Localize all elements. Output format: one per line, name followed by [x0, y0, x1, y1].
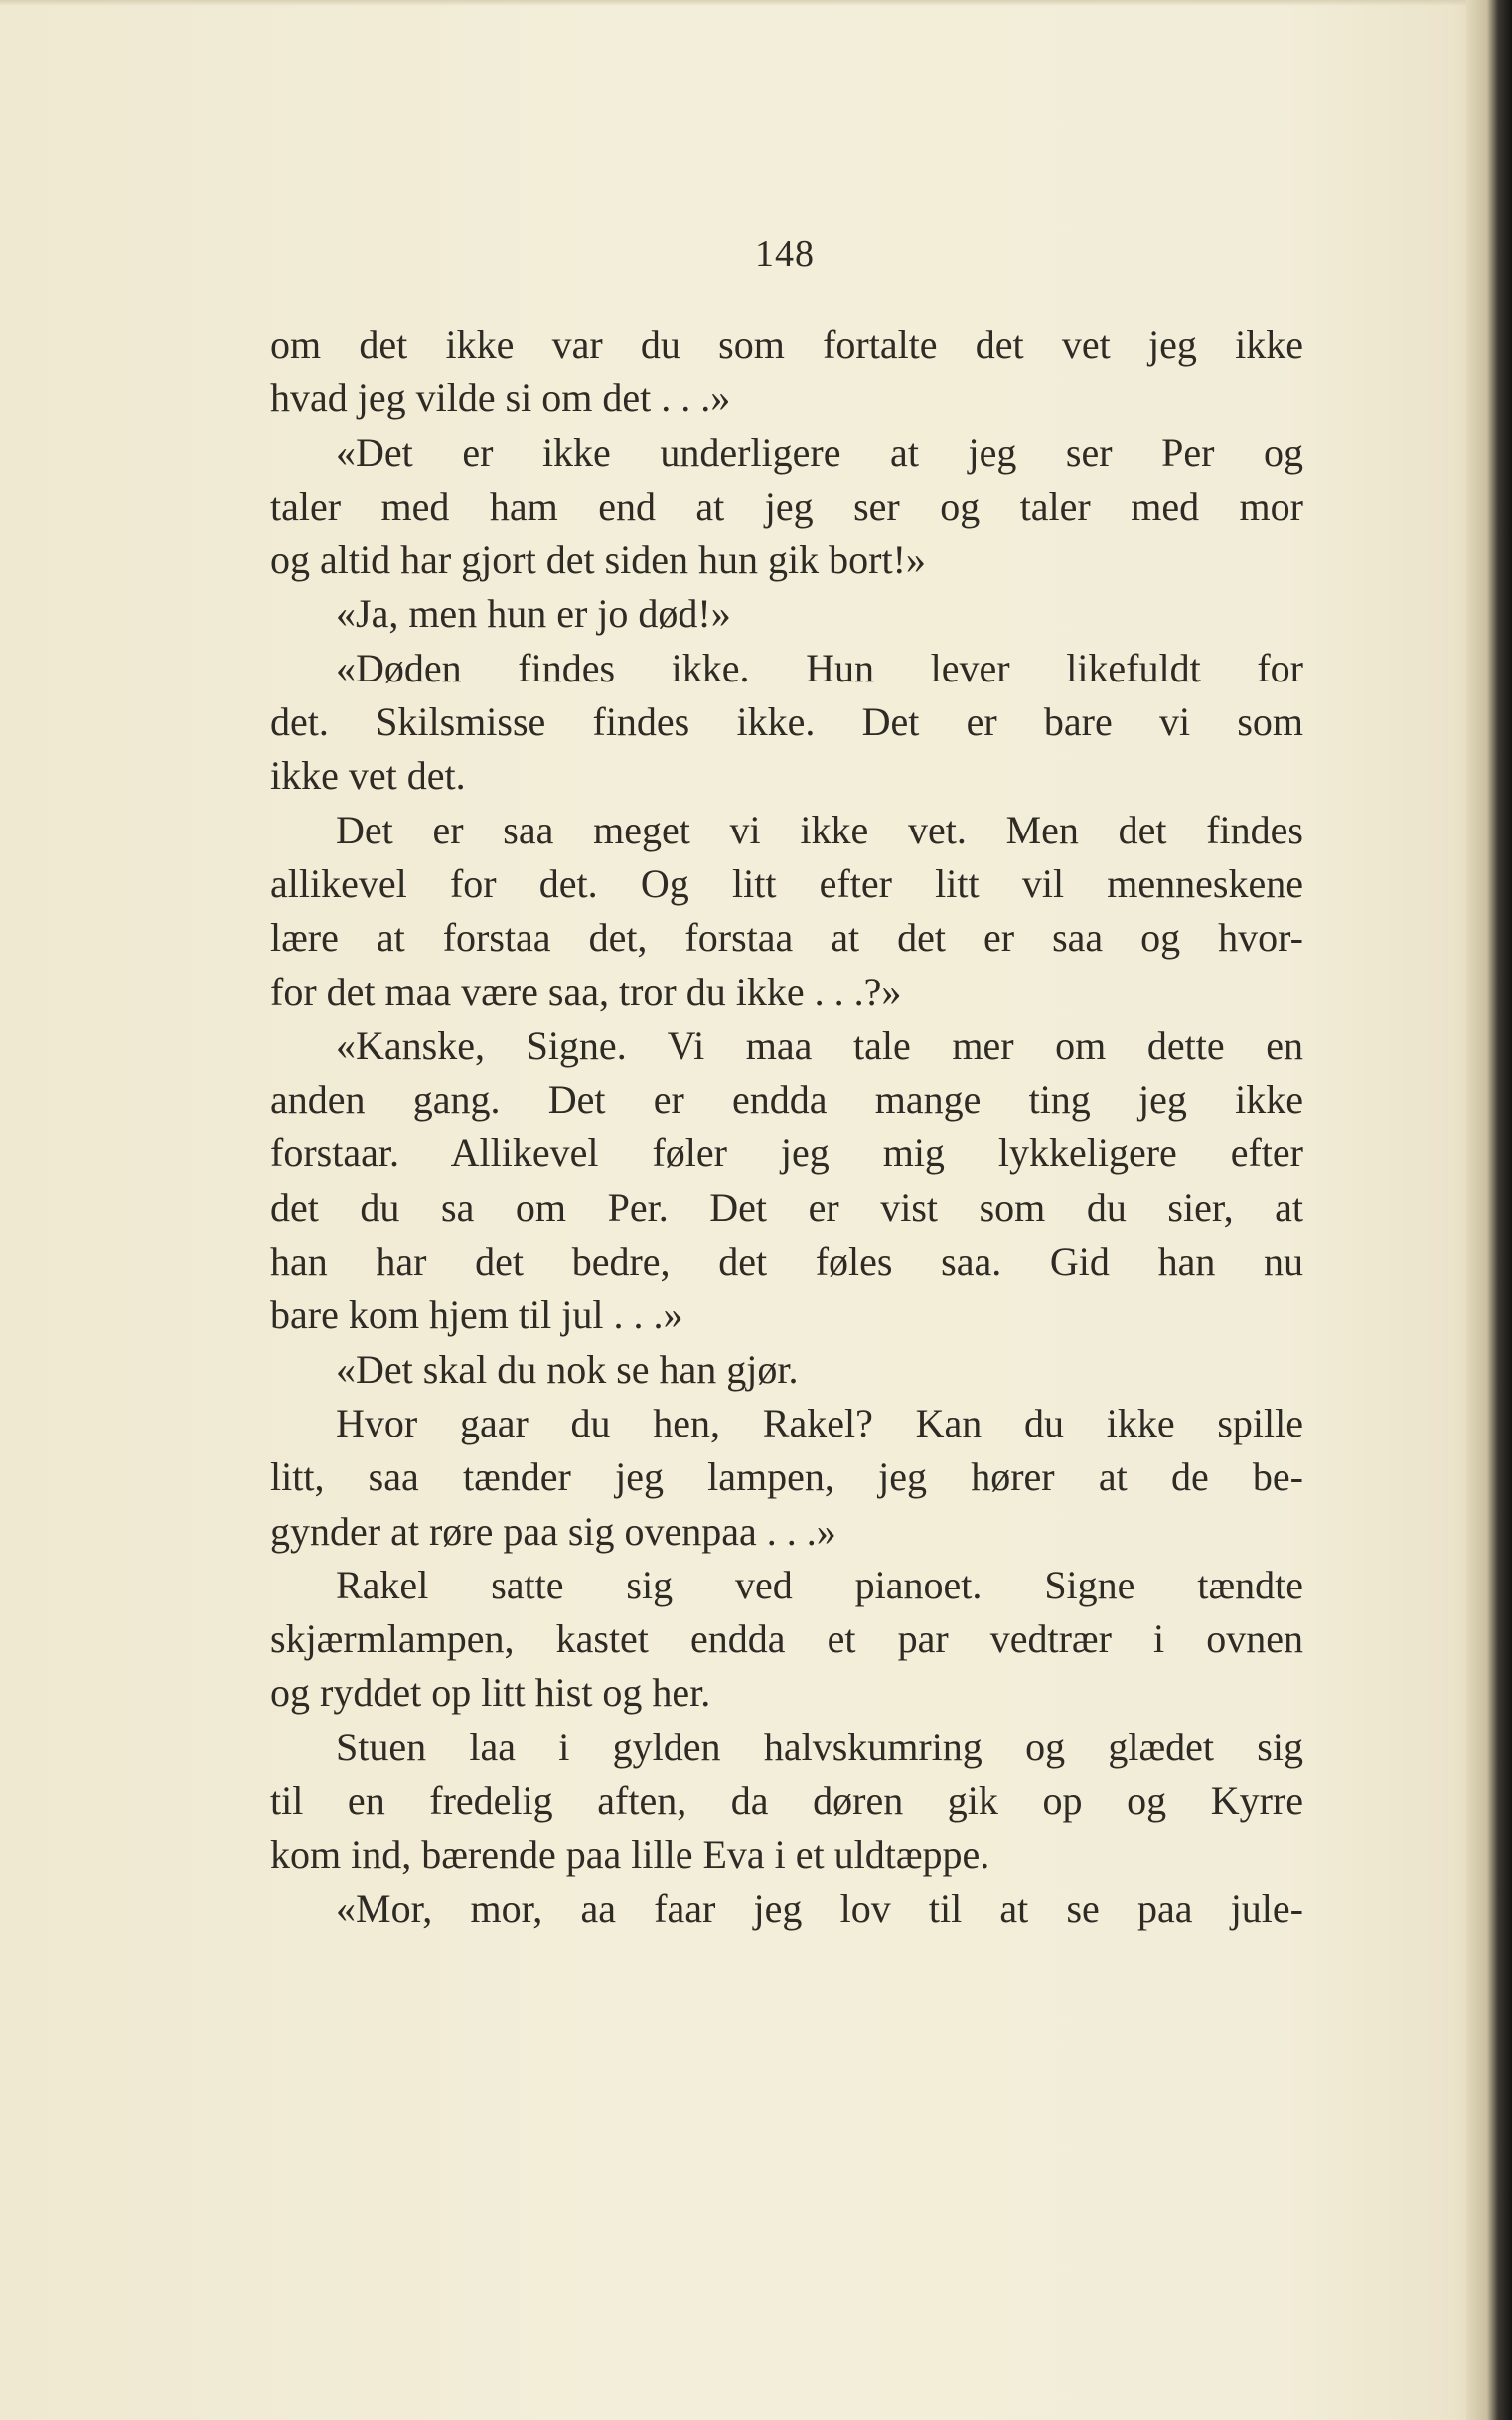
text-line: taler med ham end at jeg ser og taler med mor	[270, 483, 1303, 529]
text-line: til en fredelig aften, da døren gik op og Kyrre	[270, 1778, 1303, 1824]
page-number: 148	[755, 233, 815, 275]
text-line: allikevel for det. Og litt efter litt vil menneskene	[270, 860, 1303, 906]
text-line: for det maa være saa, tror du ikke . . .?»	[270, 969, 902, 1014]
text-line: «Døden findes ikke. Hun lever likefuldt for	[336, 645, 1303, 690]
text-line: det. Skilsmisse findes ikke. Det er bare vi som	[270, 699, 1303, 745]
text-line: «Det er ikke underligere at jeg ser Per og	[336, 429, 1303, 475]
text-line: og altid har gjort det siden hun gik bort!»	[270, 537, 926, 583]
text-line: lære at forstaa det, forstaa at det er saa og hvor-	[270, 915, 1303, 961]
text-line: «Ja, men hun er jo død!»	[336, 591, 731, 637]
text-line: Stuen laa i gylden halvskumring og glædet sig	[336, 1724, 1303, 1769]
text-line: anden gang. Det er endda mange ting jeg ikke	[270, 1077, 1303, 1123]
text-line: hvad jeg vilde si om det . . .»	[270, 376, 731, 421]
text-line: gynder at røre paa sig ovenpaa . . .»	[270, 1508, 836, 1554]
body-text	[270, 318, 1303, 1936]
text-line: forstaar. Allikevel føler jeg mig lykkeligere efter	[270, 1131, 1303, 1176]
text-line: om det ikke var du som fortalte det vet jeg ikke	[270, 322, 1303, 367]
text-line: Det er saa meget vi ikke vet. Men det findes	[336, 807, 1303, 852]
text-line: «Mor, mor, aa faar jeg lov til at se paa jule-	[336, 1886, 1303, 1931]
text-line: Hvor gaar du hen, Rakel? Kan du ikke spille	[336, 1400, 1303, 1445]
text-line: bare kom hjem til jul . . .»	[270, 1292, 683, 1338]
page-binding-edge	[1466, 0, 1512, 2420]
text-line: skjærmlampen, kastet endda et par vedtrær i ovnen	[270, 1616, 1303, 1662]
text-line: «Det skal du nok se han gjør.	[336, 1346, 799, 1392]
text-line: han har det bedre, det føles saa. Gid han nu	[270, 1239, 1303, 1285]
text-line: «Kanske, Signe. Vi maa tale mer om dette en	[336, 1022, 1303, 1068]
text-line: kom ind, bærende paa lille Eva i et uldtæppe.	[270, 1832, 990, 1878]
text-line: ikke vet det.	[270, 753, 466, 799]
text-line: og ryddet op litt hist og her.	[270, 1670, 711, 1716]
text-line: Rakel satte sig ved pianoet. Signe tændte	[336, 1562, 1303, 1607]
text-line: det du sa om Per. Det er vist som du sier, at	[270, 1184, 1303, 1230]
page-top-edge	[0, 0, 1512, 6]
text-line: litt, saa tænder jeg lampen, jeg hører at de be-	[270, 1454, 1303, 1500]
